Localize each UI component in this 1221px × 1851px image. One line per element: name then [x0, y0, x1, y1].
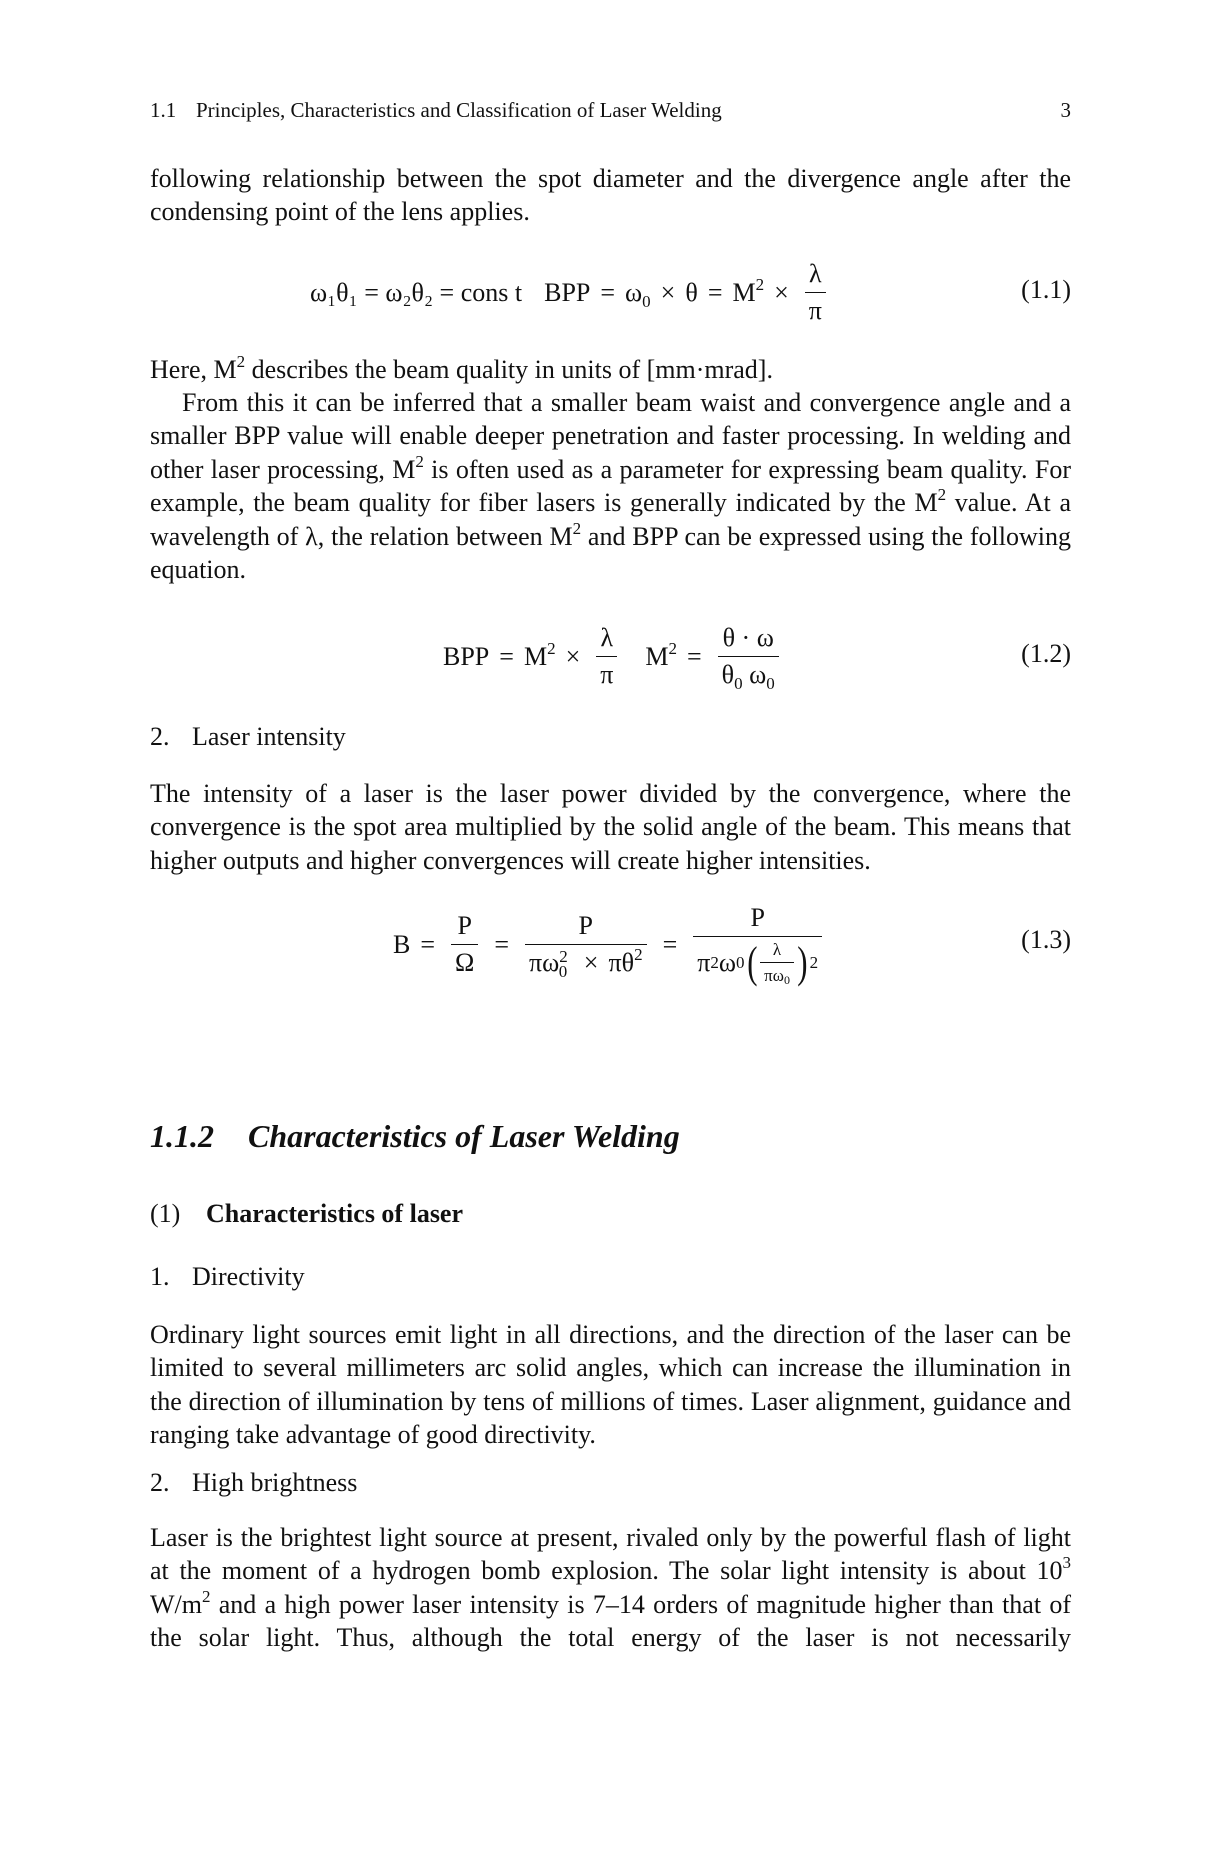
paragraph-brightness: Laser is the brightest light source at present, rivaled only by the powerful flash of light at the moment of a hydrogen bomb explosion. The solar light intensity is about $10^3$ $W/m^2$ and a high power laser intensity is 7–14 orders of magnitude higher than that of the solar light. Thus, although the total energy of the laser is not necessarily	[150, 1523, 1071, 1653]
equation-1-1: ω₁θ₁ = ω₂θ₂ = cons t BPP = $\omega_0$ × θ = $M^2$ × $\frac{\lambda}{\pi}$	[310, 262, 832, 324]
eq1-bpp: BPP	[544, 278, 591, 307]
equation-number-1-3: (1.3)	[1021, 925, 1071, 954]
eq3-fraction-3: P π 2 ω 0 ( $\frac{\lambda}{\pi\omega_0}$ ) 2	[693, 904, 822, 986]
subsection-heading: (1) Characteristics of laser	[150, 1199, 464, 1228]
paragraph-intro: following relationship between the spot diameter and the divergence angle after the condensing point of the lens applies.	[150, 164, 1071, 227]
equation-1-3: B = $\frac{P}{\Omega}$ = $\frac{P}{\pi\omega^2_0 \times \pi\theta^2}$ = P π 2 ω 0 ( $\frac{\lambda}{\pi\omega_0}$ ) 2	[393, 900, 828, 990]
eq1-fraction: $\frac{\lambda}{\pi}$	[805, 260, 826, 325]
paragraph-from-this: From this it can be inferred that a smaller beam waist and convergence angle and a smaller BPP value will enable deeper penetration and faster processing. In welding and other laser processing, $M^2$ is often used as a parameter for expressing beam quality. For example, the beam quality for fiber lasers is generally indicated by the $M^2$ value. At a wavelength of λ, the relation between $M^2$ and BPP can be expressed using the following equation.	[150, 388, 1071, 585]
list-item-high-brightness: 2. High brightness	[150, 1468, 358, 1497]
header-section-number: 1.1	[150, 98, 177, 122]
paragraph-directivity: Ordinary light sources emit light in all directions, and the direction of the laser can be limited to several millimeters arc solid angles, which can increase the illumination in the direction of illumination by tens of millions of times. Laser alignment, guidance and ranging take advantage of good directivity.	[150, 1320, 1071, 1450]
eq3-fraction-1: $\frac{P}{\Omega}$	[451, 912, 478, 977]
eq2-fraction-lambda-pi: $\frac{\lambda}{\pi}$	[596, 624, 617, 689]
paragraph-here: Here, $M^2$ describes the beam quality in units of [mm·mrad].	[150, 352, 773, 384]
list-item-directivity: 1. Directivity	[150, 1262, 305, 1291]
paragraph-intensity: The intensity of a laser is the laser power divided by the convergence, where the convergence is the spot area multiplied by the solid angle of the beam. This means that higher outputs and higher convergences will create higher intensities.	[150, 779, 1071, 875]
list-item-laser-intensity: 2. Laser intensity	[150, 722, 346, 751]
page-number: 3	[1060, 98, 1071, 122]
equation-1-2: BPP = $M^2$ × $\frac{\lambda}{\pi}$ $M^2$ = $\frac{\theta \cdot \omega}{\theta_0 \omega_0}$	[443, 624, 785, 690]
running-header	[150, 98, 722, 123]
eq1-lhs: ω₁θ₁ = ω₂θ₂ = cons t	[310, 278, 523, 307]
equation-number-1-2: (1.2)	[1021, 639, 1071, 668]
header-section-title: Principles, Characteristics and Classification of Laser Welding	[196, 98, 722, 122]
eq2-fraction-m2: $\frac{\theta \cdot \omega}{\theta_0 \omega_0}$	[718, 624, 779, 689]
eq3-fraction-2: $\frac{P}{\pi\omega^2_0 \times \pi\theta^2}$	[525, 912, 647, 977]
section-heading: 1.1.2 Characteristics of Laser Welding	[150, 1118, 680, 1154]
equation-number-1-1: (1.1)	[1021, 275, 1071, 304]
